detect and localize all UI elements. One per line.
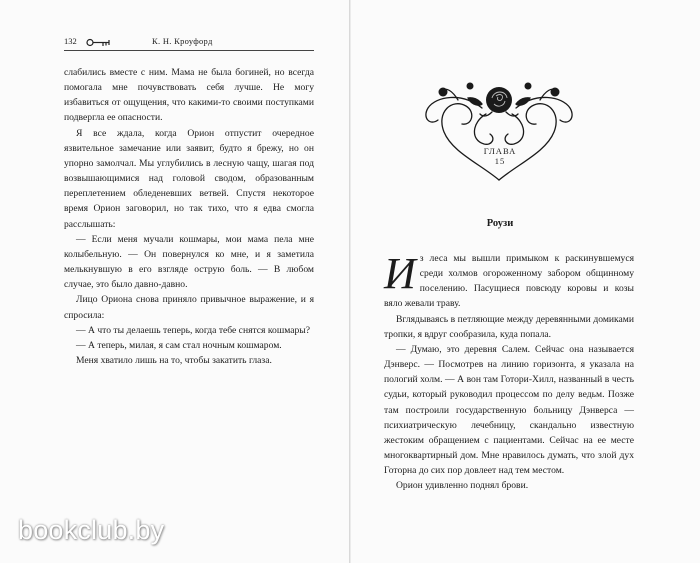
first-paragraph-text: з леса мы вышли примыком к раскинувшемуся среди холмов огороженному забором общинному поселению. Пасущиеся повсюду коровы и козы вяло жевали траву. (384, 253, 634, 310)
drop-cap: И (384, 249, 416, 298)
key-ornament-icon (86, 38, 112, 47)
body-paragraph: Лицо Ориона снова приняло привычное выражение, и я спросила: (64, 294, 314, 321)
running-head-author: К. Н. Кроуфорд (152, 36, 213, 46)
body-paragraph: — А теперь, милая, я сам стал ночным кошмаром. (76, 339, 282, 351)
right-body-text (384, 251, 634, 494)
body-paragraph: Меня хватило лишь на то, чтобы закатить глаза. (76, 354, 272, 366)
chapter-label: ГЛАВА 15 (483, 146, 517, 166)
body-paragraph: — А что ты делаешь теперь, когда тебе снятся кошмары? (76, 324, 310, 336)
body-paragraph: — Если меня мучали кошмары, мои мама пела мне колыбельную. — Он повернулся ко мне, и я заметила мелькнувшую в его взгляде острую боль. — В любом случае, это было давно-давно. (64, 233, 314, 291)
first-paragraph (384, 251, 634, 312)
watermark: bookclub.by (18, 515, 165, 545)
body-paragraph: Орион удивленно поднял брови. (396, 480, 529, 492)
body-paragraph: Вглядываясь в петляющие между деревянными домиками тропки, я вдруг сообразила, куда попала. (384, 313, 634, 340)
chapter-title: Роузи (486, 218, 514, 229)
body-paragraph: слабились вместе с ним. Мама не была богиней, но всегда помогала мне почувствовать себя лучше. Не могу избавиться от ощущения, что какими-то своими поступками подвергла ее опасности. (64, 67, 314, 124)
body-paragraph: — Думаю, это деревня Салем. Сейчас она называется Дэнверс. — Посмотрев на линию горизонта, я указала на пологий холм. — А вон там Готори-Хилл, названный в честь судьи, который руководил процессом по делу ведьм. Позже там построили государственную больницу Дэнверса — психиатрическую лечебницу, скандально известную жестоким обращением с пациентами. Сейчас на ее месте многоквартирный дом. Мне нравилось думать, что злой дух Готорна до сих пор довлеет над тем местом. (384, 343, 634, 477)
left-body-text (64, 65, 314, 368)
page-number: 132 (64, 36, 77, 46)
rose-scroll-ornament-icon (422, 74, 576, 184)
left-page (0, 0, 349, 563)
body-paragraph: Я все ждала, когда Орион отпустит очередное язвительное замечание или заявит, будто я брежу, но он упорно замолчал. Мы углубились в лесную чащу, шагая под возвышающимися над головой сводом, образованным переплетением обледеневших ветвей. Спустя некоторое время Орион заговорил, но так тихо, что я едва смогла расслышать: (64, 127, 314, 230)
running-head (64, 36, 314, 51)
